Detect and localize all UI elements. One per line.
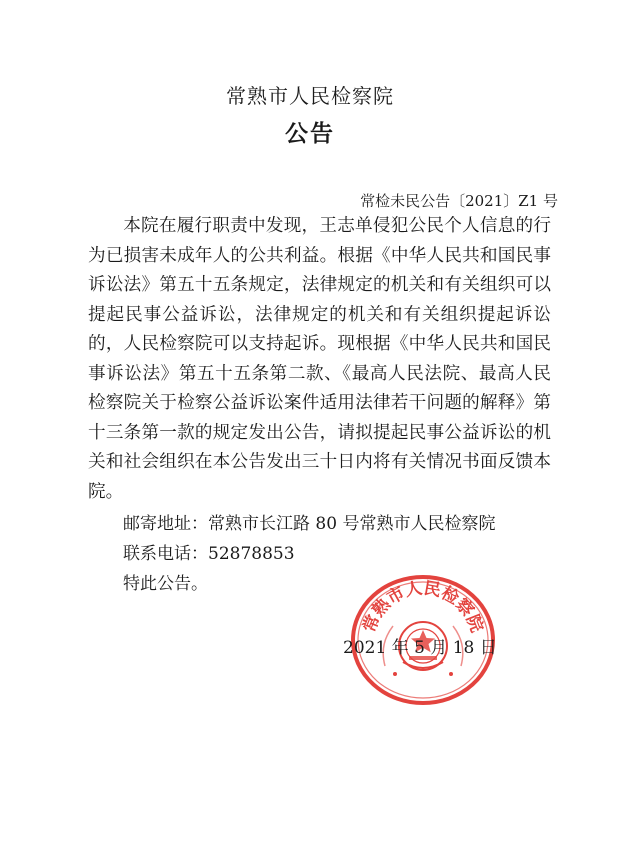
mailing-address: 邮寄地址：常熟市长江路 80 号常熟市人民检察院 (123, 514, 496, 534)
svg-text:常熟市人民检察院: 常熟市人民检察院 (359, 578, 487, 636)
issuing-organization: 常熟市人民检察院 (226, 84, 394, 108)
document-number: 常检未民公告〔2021〕Z1 号 (360, 192, 558, 210)
document-title: 公告 (285, 120, 335, 147)
issue-date: 2021 年 5 月 18 日 (343, 638, 497, 658)
announcement-body: 本院在履行职责中发现，王志单侵犯公民个人信息的行为已损害未成年人的公共利益。根据《中华人民共和国民事诉讼法》第五十五条规定，法律规定的机关和有关组织可以提起民事公益诉讼，法律规定的机关和有关组织提起诉讼的，人民检察院可以支持起诉。现根据《中华人民共和国民事诉讼法》第五十五条第二款、《最高人民法院、最高人民检察院关于检察公益诉讼案件适用法律若干问题的解释》第十三条第一款的规定发出公告，请拟提起民事公益诉讼的机关和社会组织在本公告发出三十日内将有关情况书面反馈本院。 (88, 216, 551, 502)
closing-remark: 特此公告。 (123, 574, 208, 594)
contact-phone: 联系电话：52878853 (123, 544, 295, 564)
